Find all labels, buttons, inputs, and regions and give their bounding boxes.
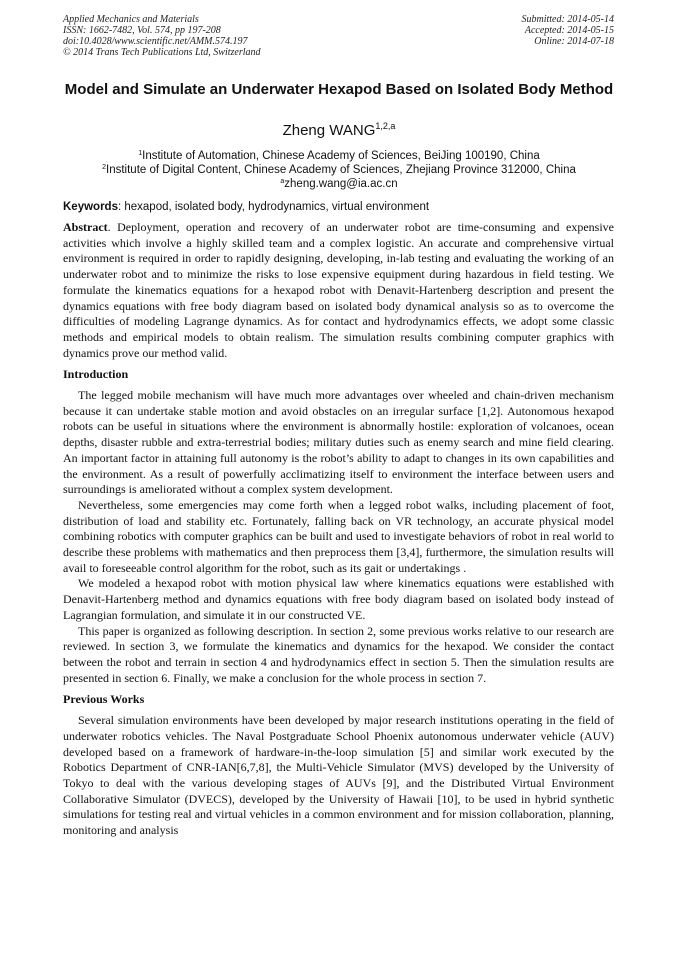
affiliation-1-text: Institute of Automation, Chinese Academy of Sciences, BeiJing 100190, China [142,150,540,162]
abstract-label: Abstract [63,220,108,234]
affiliation-2-text: Institute of Digital Content, Chinese Academy of Sciences, Zhejiang Province 312000, China [106,164,576,176]
journal-name: Applied Mechanics and Materials [63,14,199,25]
intro-paragraph: Nevertheless, some emergencies may come forth when a legged robot walks, including placement of foot, distribution of load and stability etc. Fortunately, falling back on VR technology, an accurate physical model combining robotics with computer graphics can be built and used to investigate behaviors of robot in real world to describe these problems with mathematics and then preprocess them [3,4], furthermore, the simulation results will avail to foreseeable control algorithm for the robot, such as its gait or undertakings . [63,497,614,575]
journal-info [63,14,261,58]
author-line [63,121,615,141]
intro-paragraph: We modeled a hexapod robot with motion physical law where kinematics equations were established with Denavit-Hartenberg method and dynamics equations with free body diagram based on isolated body instead of Lagrangian formulation, and simulate it in our constructed VE. [63,576,614,622]
affiliation-1 [63,149,615,163]
intro-paragraph: This paper is organized as following description. In section 2, some previous works relative to our research are reviewed. In section 3, we formulate the kinematics and dynamics for the hexapod. We consider the contact between the robot and terrain in section 4 and hydrodynamics effect in section 5. Then the simulation results are presented in section 6. Finally, we make a conclusion for the whole process in section 7. [63,623,614,685]
journal-doi: doi:10.4028/www.scientific.net/AMM.574.197 [63,36,248,47]
previous-works-paragraph: Several simulation environments have been developed by major research institutions operating in the field of underwater robotics vehicles. The Naval Postgraduate School Phoenix autonomous underwater vehicle (AUV) developed based on a framework of hardware-in-the-loop simulation [5] and similar work executed by the Robotics Department of CNR-IAN[6,7,8], the Multi-Vehicle Simulator (MVS) developed by the University of Tokyo to deal with the various developing stages of AUVs [9], and the Distributed Virtual Environment Collaborative Simulator (DVECS), developed by the University of Hawaii [10], to be used in hybrid synthetic simulations for testing real and virtual vehicles in a common environment and for mission collaboration, planning, monitoring and analysis [63,713,614,838]
affiliations [63,149,615,191]
email-text[interactable]: zheng.wang@ia.ac.cn [284,178,398,190]
abstract [63,220,614,361]
author-email [63,177,615,191]
abstract-text: . Deployment, operation and recovery of an underwater robot are time-consuming and expensive activities which involve a highly skilled team and a complex logistic. An accurate and comprehensive virtual environment is required in order to rapidly designing, developing, in-lab testing and evaluating the working of an underwater robot and to minimize the risks to lose expensive equipment during hazardous in field testing. We formulate the kinematics equations for a hexapod robot with Denavit-Hartenberg description and present the dynamics equations with free body diagram based on isolated body dynamical analysis so as to overcome the difficulties of modeling Lagrange dynamics. As for contact and hydrodynamics effects, we adopt some classic methods and empirical models to obtain realism. The simulation results combining computer graphics with dynamics prove our method valid. [63,220,614,360]
date-submitted: Submitted: 2014-05-14 [521,14,614,25]
email-sup: a [280,178,285,185]
introduction-heading: Introduction [63,367,129,382]
body-text [63,220,614,839]
paper-title: Model and Simulate an Underwater Hexapod Based on Isolated Body Method [64,81,614,98]
date-online: Online: 2014-07-18 [534,36,614,47]
affiliation-2 [63,163,615,177]
author-name: Zheng WANG [282,122,376,139]
intro-paragraph: The legged mobile mechanism will have much more advantages over wheeled and chain-driven mechanism because it can undertake stable motion and avoid obstacles on an irregular surface [1,2]. Autonomous hexapod robots can be useful in situations where the environment is abnormally hostile: exploration of volcanoes, ocean depths, disaster rubble and extra-terrestrial bodies; military duties such as enemy search and mine field clearing. An important factor in attaining full autonomy is the robot’s ability to adapt to changes in its own capabilities and the environment. As a result of powerfully acclimatizing itself to environment the interface between users and surroundings is ameliorated without a complex system development. [63,388,614,497]
affiliation-1-sup: 1 [138,150,143,157]
date-accepted: Accepted: 2014-05-15 [524,25,614,36]
keywords-text: : hexapod, isolated body, hydrodynamics, virtual environment [117,201,430,213]
keywords-label: Keywords [63,201,118,213]
journal-copyright: © 2014 Trans Tech Publications Ltd, Switzerland [63,47,261,58]
affiliation-2-sup: 2 [102,164,107,171]
publication-dates [522,14,615,47]
keywords-line [63,200,615,214]
journal-issn: ISSN: 1662-7482, Vol. 574, pp 197-208 [63,25,221,36]
author-superscript: 1,2,a [375,121,396,131]
previous-works-heading: Previous Works [63,692,145,707]
